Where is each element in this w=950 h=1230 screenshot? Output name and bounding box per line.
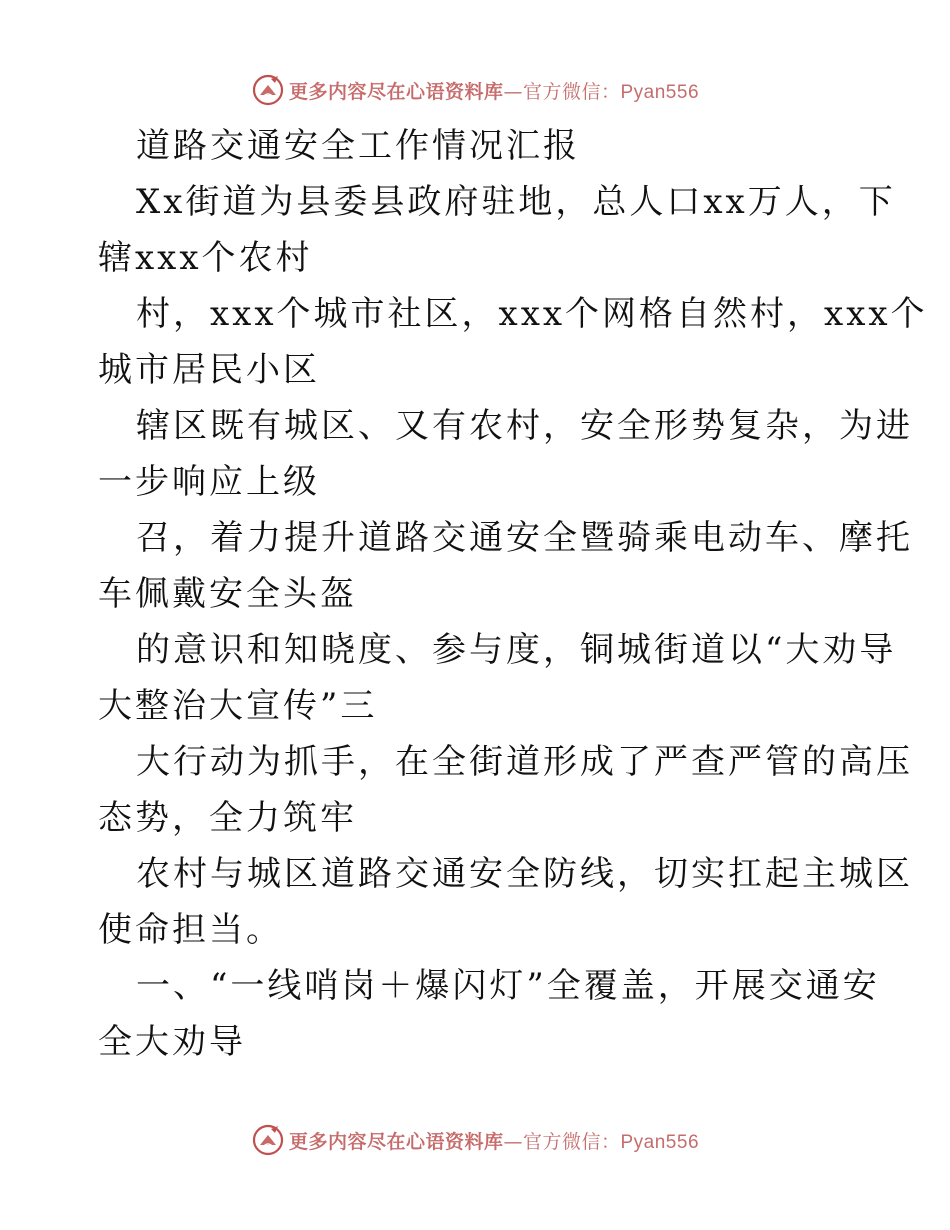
paragraph-line: 大整治大宣传”三 xyxy=(98,686,378,726)
document-title: 道路交通安全工作情况汇报 xyxy=(136,126,580,166)
watermark-dash: — xyxy=(503,80,523,103)
paragraph-line: 的意识和知晓度、参与度，铜城街道以“大劝导 xyxy=(136,630,897,670)
watermark-main-text: 更多内容尽在心语资料库 xyxy=(288,1130,504,1153)
paragraph-line: 辖xxx个农村 xyxy=(98,238,313,278)
paragraph-line: 大行动为抓手，在全街道形成了严查严管的高压 xyxy=(136,742,913,782)
watermark-wechat-id: Pyan556 xyxy=(620,1131,700,1153)
paragraph-line: 城市居民小区 xyxy=(98,350,320,390)
header-watermark xyxy=(0,70,950,110)
paragraph-line: Xx街道为县委县政府驻地，总人口xx万人，下 xyxy=(136,182,896,222)
book-quill-logo-icon xyxy=(251,73,285,107)
paragraph-line: 辖区既有城区、又有农村，安全形势复杂，为进 xyxy=(136,406,913,446)
paragraph-line: 态势，全力筑牢 xyxy=(98,798,357,838)
paragraph-line: 农村与城区道路交通安全防线，切实扛起主城区 xyxy=(136,854,913,894)
footer-watermark xyxy=(0,1120,950,1160)
watermark-main-text: 更多内容尽在心语资料库 xyxy=(288,80,504,103)
paragraph-line: 一步响应上级 xyxy=(98,462,320,502)
watermark-official-label: 官方微信： xyxy=(522,80,621,103)
book-quill-logo-icon xyxy=(251,1123,285,1157)
watermark-wechat-id: Pyan556 xyxy=(620,81,700,103)
paragraph-line: 使命担当。 xyxy=(98,910,283,950)
section-heading-line: 一、“一线哨岗＋爆闪灯”全覆盖，开展交通安 xyxy=(136,966,880,1006)
paragraph-line: 村，xxx个城市社区，xxx个网格自然村，xxx个 xyxy=(136,294,928,334)
watermark-dash: — xyxy=(503,1130,523,1153)
document-body xyxy=(98,118,928,1070)
watermark-official-label: 官方微信： xyxy=(522,1130,621,1153)
paragraph-line: 车佩戴安全头盔 xyxy=(98,574,357,614)
paragraph-line: 召，着力提升道路交通安全暨骑乘电动车、摩托 xyxy=(136,518,913,558)
section-heading-line: 全大劝导 xyxy=(98,1022,246,1062)
